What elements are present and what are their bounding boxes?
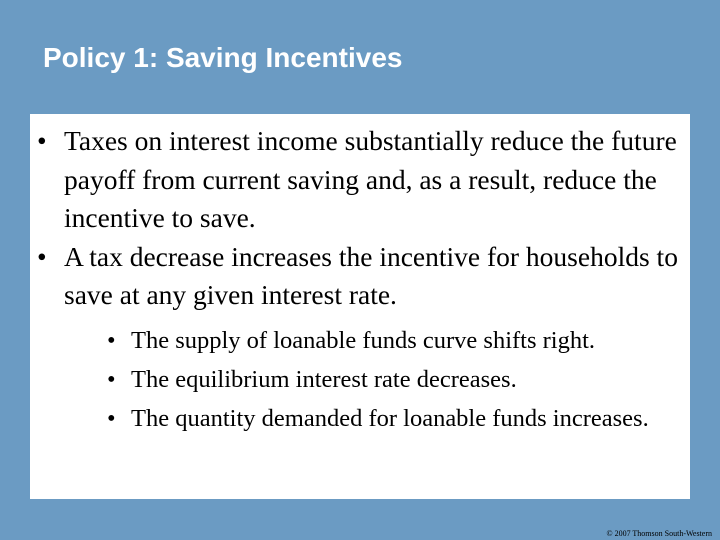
sub-bullet-text: The equilibrium interest rate decreases.	[131, 365, 517, 393]
bullet-glyph: •	[37, 240, 47, 272]
bullet-item	[30, 238, 690, 439]
sub-bullet-text: The quantity demanded for loanable funds increases.	[131, 404, 649, 432]
sub-bullet-list	[64, 321, 690, 439]
content-box	[30, 114, 690, 499]
bullet-glyph: •	[37, 125, 47, 156]
bullet-text: A tax decrease increases the incentive for households to save at any given interest rate.	[64, 240, 678, 310]
sub-bullet-glyph: •	[107, 404, 116, 432]
sub-bullet-item	[64, 321, 690, 360]
sub-bullet-glyph: •	[107, 365, 116, 393]
copyright-notice: © 2007 Thomson South-Western	[606, 529, 712, 538]
slide-title: Policy 1: Saving Incentives	[43, 42, 403, 73]
sub-bullet-item	[64, 360, 690, 399]
bullet-text: Taxes on interest income substantially reduce the future payoff from current saving and, as a result, reduce the incentive to save.	[64, 125, 677, 233]
sub-bullet-item	[64, 399, 690, 438]
sub-bullet-text: The supply of loanable funds curve shifts right.	[131, 326, 596, 354]
sub-bullet-glyph: •	[107, 326, 116, 354]
bullet-list	[30, 122, 690, 438]
bullet-item	[30, 122, 690, 238]
